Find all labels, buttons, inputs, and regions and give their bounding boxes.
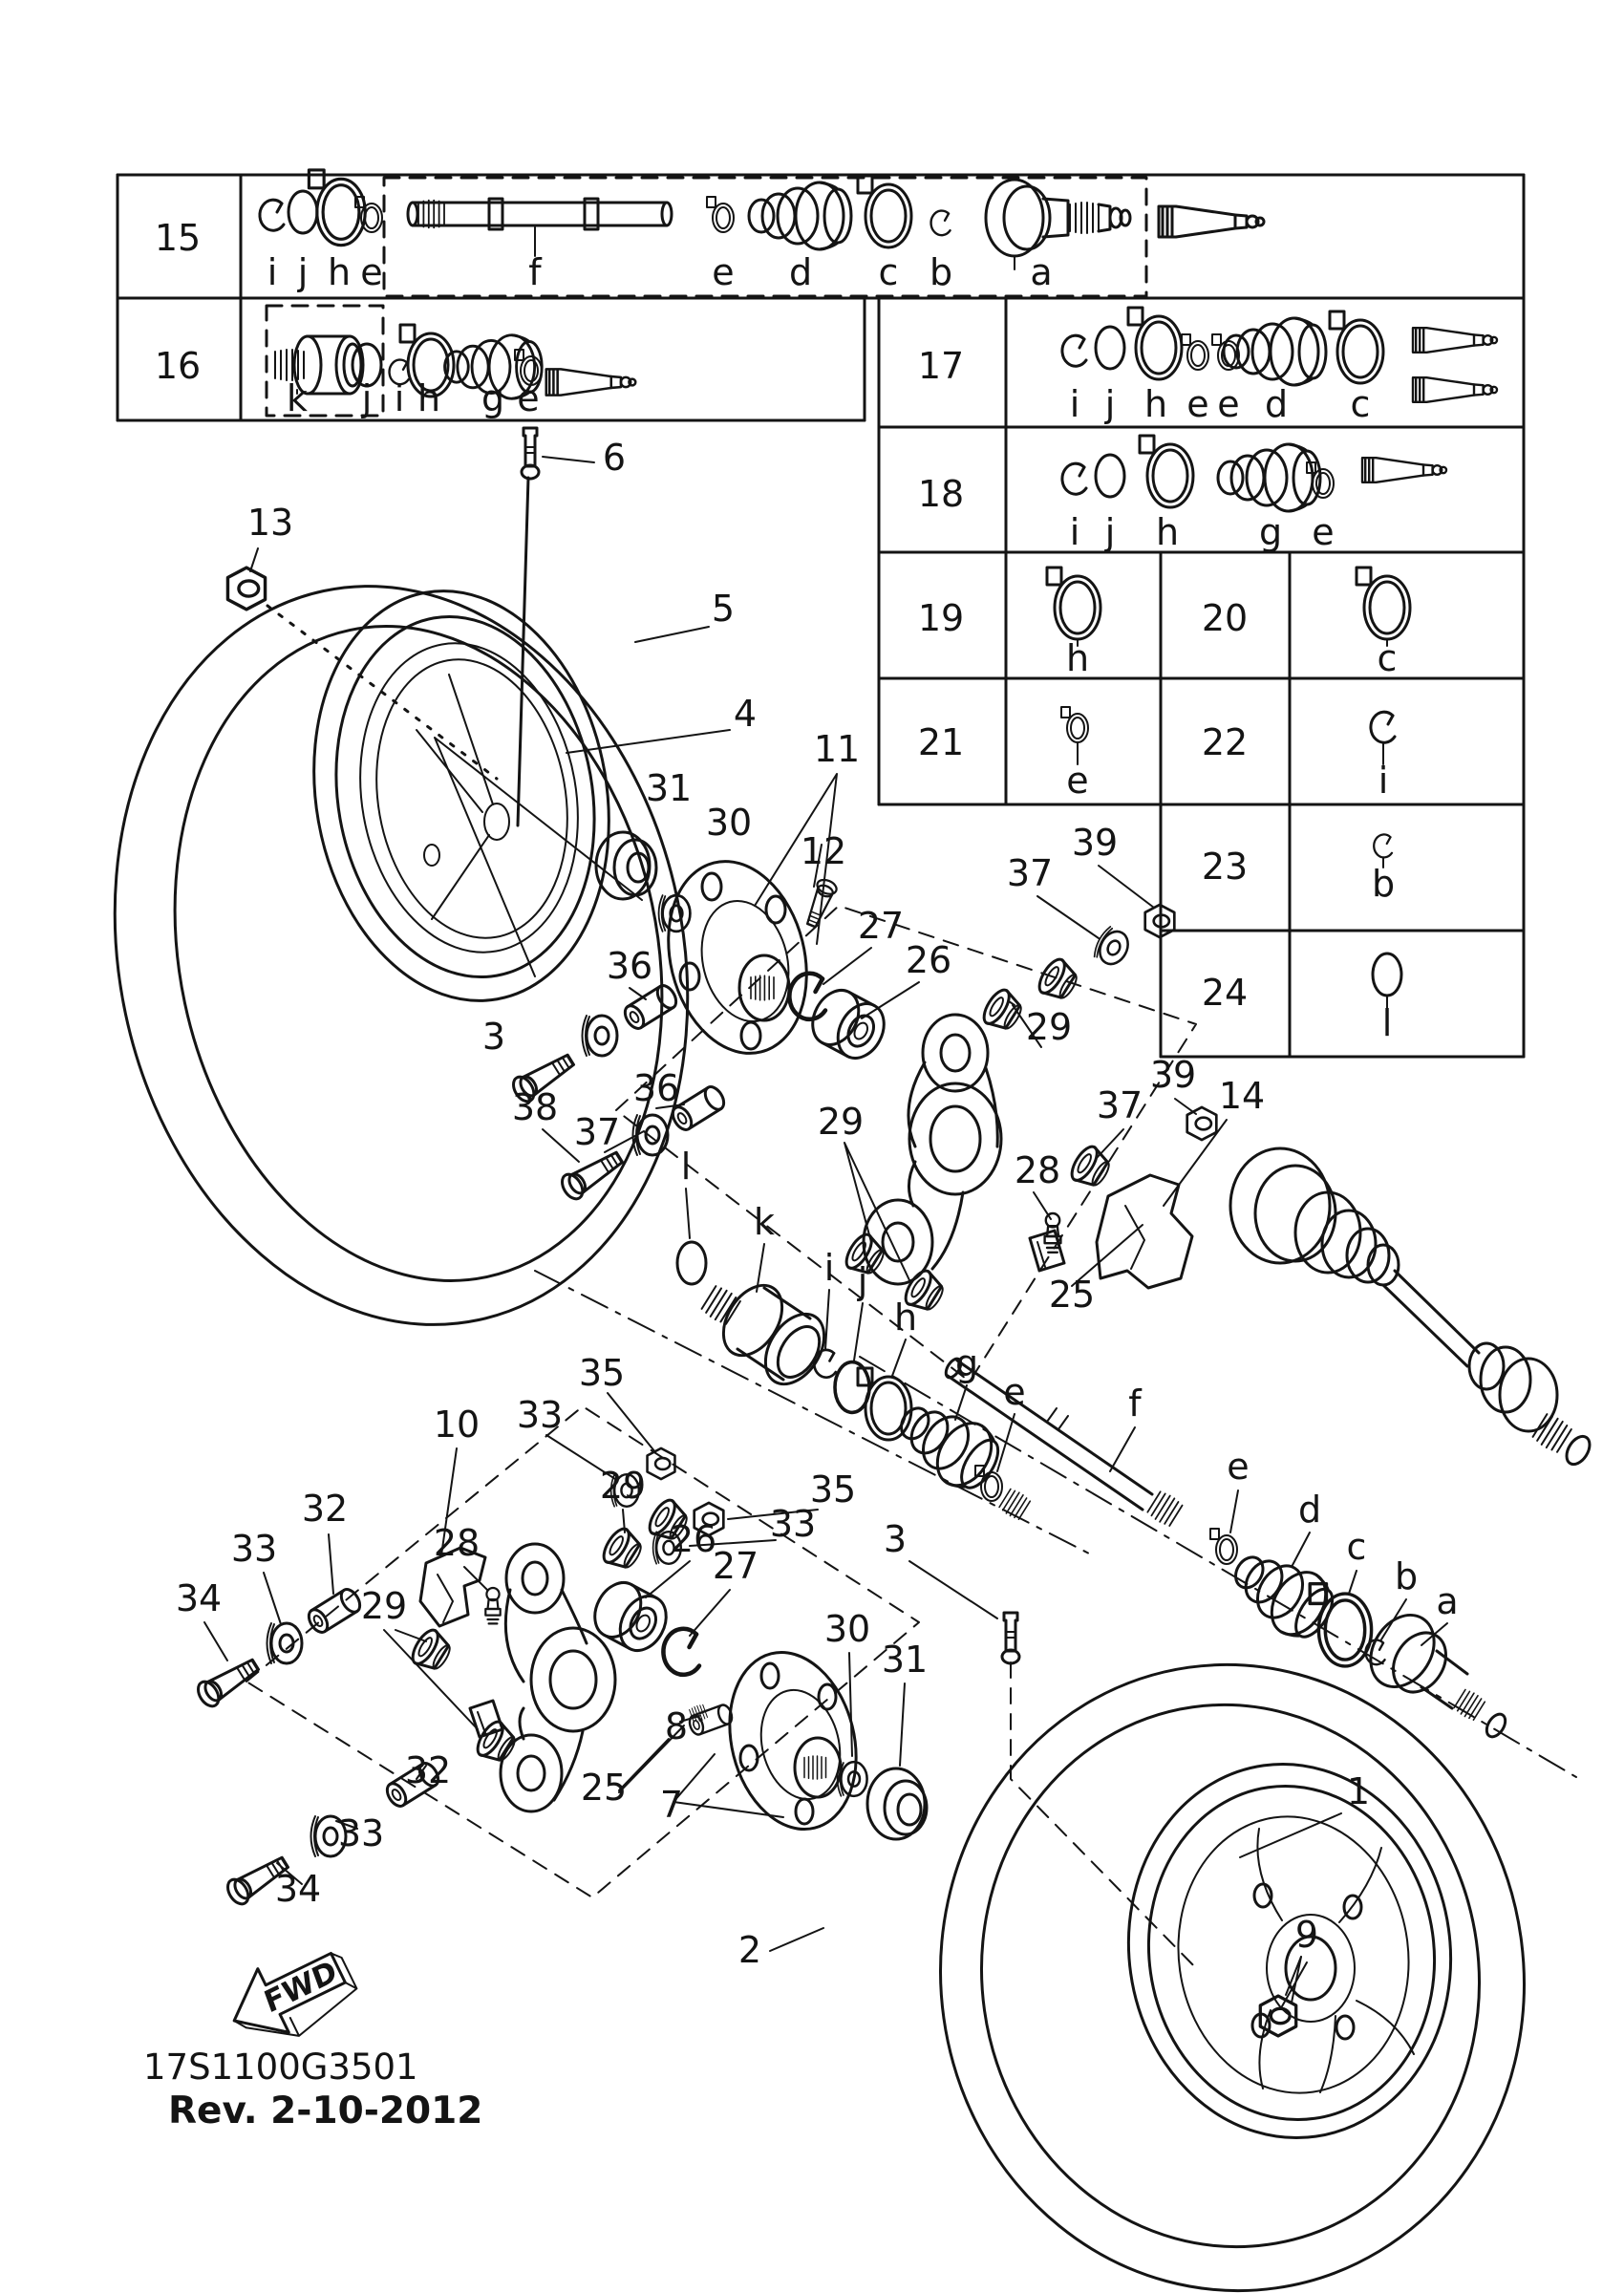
ring-icon: [1373, 954, 1401, 996]
boot-band-small-icon: [1212, 334, 1239, 370]
part-callout-label: 28: [433, 1522, 481, 1564]
part-callout-label: 6: [602, 437, 627, 479]
part-callout-label: i: [1069, 511, 1080, 553]
table-row-18-number: 18: [917, 473, 965, 515]
part-callout-label: 7: [659, 1784, 684, 1826]
part-callout-label: 9: [1294, 1914, 1319, 1956]
valve-stem-icon: [1002, 1613, 1019, 1663]
part-callout-label: 11: [813, 728, 861, 770]
part-callout-label: i: [267, 251, 278, 293]
part-callout-label: i: [823, 1247, 835, 1289]
flange-nut-icon: [648, 1448, 675, 1479]
row18-parts: [1062, 436, 1446, 511]
bushing-icon: [979, 986, 1027, 1036]
boot-band-icon: [858, 176, 911, 247]
part-callout-label: j: [857, 1260, 868, 1302]
ring-icon: [835, 1362, 869, 1413]
grease-tube-icon: [1413, 377, 1497, 402]
cv-joint-icon: [986, 180, 1130, 269]
grease-tube-icon: [1159, 206, 1264, 237]
snap-ring-icon: [1062, 335, 1086, 366]
row15-parts: [260, 170, 1264, 269]
part-callout-label: 27: [712, 1545, 759, 1587]
part-callout-label: g: [1258, 511, 1283, 553]
part-callout-label: c: [1350, 383, 1371, 425]
part-callout-label: 12: [800, 830, 847, 872]
part-callout-label: 35: [809, 1468, 857, 1511]
boot-band-small-icon: [707, 197, 734, 232]
ring-icon: [1096, 455, 1124, 497]
table-row-16-number: 16: [154, 345, 202, 387]
fwd-label: FWD: [260, 1954, 342, 2021]
boot-band-small-icon: [1061, 707, 1088, 742]
boot-band-icon: [1128, 308, 1182, 379]
lug-nut-icon: [227, 568, 265, 610]
part-callout-label: 29: [599, 1465, 647, 1507]
part-callout-label: d: [1297, 1489, 1322, 1531]
flange-nut-icon: [1187, 1107, 1217, 1140]
boot-band-icon: [1330, 311, 1383, 383]
flange-bolt-icon: [194, 1653, 263, 1709]
part-callout-label: b: [1394, 1555, 1419, 1597]
coupling-icon: [701, 1275, 837, 1394]
valve-stem-icon: [522, 428, 539, 479]
cv-joint-icon: [1357, 1603, 1508, 1740]
drawing-number: 17S1100G3501: [143, 2047, 418, 2088]
table-row-21-number: 21: [917, 721, 965, 763]
part-callout-label: 30: [705, 802, 753, 844]
part-callout-label: i: [1069, 383, 1080, 425]
grease-tube-icon: [1413, 328, 1497, 353]
part-callout-label: h: [893, 1297, 918, 1339]
part-callout-label: 36: [606, 945, 653, 987]
part-callout-label: 13: [246, 502, 294, 544]
part-callout-label: e: [1186, 383, 1209, 425]
part-callout-label: 33: [337, 1812, 385, 1854]
part-callout-label: c: [878, 251, 899, 293]
part-callout-label: 33: [516, 1394, 564, 1436]
part-callout-label: e: [517, 377, 540, 419]
circlip-icon: [931, 211, 951, 236]
boot-band-icon: [1357, 568, 1410, 639]
front-axle-assembly: [1097, 1120, 1594, 1468]
part-callout-label: 26: [670, 1518, 717, 1560]
cv-boot-icon: [749, 182, 851, 249]
washer-icon: [838, 1762, 867, 1796]
boot-band-icon: [1047, 568, 1100, 639]
part-callout-label: c: [1346, 1526, 1367, 1568]
part-callout-label: h: [417, 377, 441, 419]
part-callout-label: 31: [881, 1639, 929, 1681]
grease-fitting-icon: [485, 1588, 500, 1623]
part-callout-label: h: [327, 251, 352, 293]
bushing-icon: [408, 1626, 456, 1676]
table-row-22-number: 22: [1201, 721, 1249, 763]
part-callout-label: b: [929, 251, 953, 293]
part-callout-label: 3: [883, 1518, 908, 1560]
part-callout-label: 39: [1149, 1054, 1197, 1096]
axle-guard: [1097, 1175, 1192, 1288]
snap-ring-icon: [1371, 712, 1395, 742]
part-callout-label: 25: [1048, 1274, 1096, 1316]
ring-icon: [288, 191, 317, 233]
axle-shaft-icon: [408, 199, 672, 256]
part-callout-label: 33: [769, 1503, 817, 1545]
part-callout-label: d: [1264, 383, 1289, 425]
part-callout-label: 4: [733, 693, 758, 735]
grease-tube-icon: [546, 369, 636, 395]
part-callout-label: k: [753, 1201, 776, 1243]
part-callout-label: e: [1227, 1446, 1250, 1488]
table-row-20-number: 20: [1201, 597, 1249, 639]
pivot-bearing-icon: [803, 982, 893, 1066]
washer-icon: [267, 1623, 303, 1663]
part-callout-label: 36: [632, 1067, 680, 1109]
part-callout-label: h: [1155, 511, 1180, 553]
boot-band-icon: [1140, 436, 1193, 507]
part-callout-label: 32: [404, 1749, 452, 1791]
boot-band-icon: [1310, 1584, 1371, 1666]
part-callout-label: e: [712, 251, 735, 293]
fwd-arrow: [218, 1934, 364, 2059]
part-callout-label: 10: [433, 1404, 481, 1446]
bushing-icon: [473, 1718, 521, 1768]
part-callout-label: 31: [645, 767, 693, 809]
part-callout-label: e: [360, 251, 383, 293]
part-callout-label: 39: [1071, 822, 1119, 864]
part-callout-label: c: [1377, 637, 1398, 679]
bushing-icon: [599, 1525, 647, 1575]
part-callout-label: 5: [711, 588, 736, 630]
part-callout-label: b: [1371, 863, 1396, 905]
part-callout-label: f: [528, 251, 542, 293]
part-callout-label: 30: [823, 1608, 871, 1650]
ring-icon: [677, 1242, 706, 1284]
flange-bolt-icon: [558, 1146, 627, 1202]
wheel-stud-icon: [687, 1704, 734, 1737]
part-callout-label: 3: [481, 1016, 506, 1058]
snap-ring-icon: [663, 1629, 699, 1675]
part-callout-label: 29: [817, 1101, 865, 1143]
part-callout-label: 35: [578, 1352, 626, 1394]
part-callout-label: e: [1217, 383, 1240, 425]
part-callout-label: 25: [580, 1767, 628, 1809]
part-callout-label: l: [680, 1146, 692, 1188]
part-callout-label: j: [1104, 511, 1116, 553]
table-row-15-number: 15: [154, 217, 202, 259]
front-wheel: [48, 428, 754, 1379]
part-callout-label: 34: [175, 1577, 223, 1619]
part-callout-label: a: [1436, 1580, 1459, 1622]
boot-band-icon: [858, 1368, 911, 1440]
spacer-collar-icon: [621, 982, 679, 1032]
washer-icon: [1091, 925, 1133, 969]
part-callout-label: 34: [274, 1868, 322, 1910]
part-callout-label: 29: [360, 1585, 408, 1627]
part-callout-label: k: [286, 377, 309, 419]
part-callout-label: i: [1378, 760, 1389, 802]
table-row-19-number: 19: [917, 597, 965, 639]
table-row-17-number: 17: [917, 345, 965, 387]
part-callout-label: a: [1030, 251, 1053, 293]
cv-boot-icon: [1218, 444, 1320, 511]
part-callout-label: i: [394, 377, 405, 419]
front-hub-knuckle: [596, 774, 1216, 1382]
bushing-icon: [1067, 1143, 1115, 1192]
part-callout-label: h: [1065, 637, 1090, 679]
part-callout-label: 37: [1096, 1084, 1143, 1126]
table-row-24-number: 24: [1201, 972, 1249, 1014]
row16-parts: [275, 325, 635, 398]
part-callout-label: 27: [857, 905, 905, 947]
snap-ring-icon: [260, 200, 284, 230]
front-hub-icon: [649, 846, 825, 1068]
part-callout-label: 38: [511, 1086, 559, 1128]
bushing-icon: [1035, 955, 1082, 1005]
part-callout-label: 1: [1346, 1770, 1371, 1812]
part-callout-label: g: [481, 377, 505, 419]
part-callout-label: 29: [1025, 1006, 1073, 1048]
part-callout-label: h: [1143, 383, 1168, 425]
part-callout-label: 37: [573, 1111, 621, 1153]
part-callout-label: 33: [230, 1528, 278, 1570]
part-callout-label: 28: [1014, 1149, 1061, 1191]
hub-cap-icon: [867, 1768, 927, 1839]
part-callout-label: 2: [737, 1929, 762, 1971]
circlip-icon: [1374, 834, 1392, 857]
part-callout-label: d: [788, 251, 813, 293]
snap-ring-icon: [1062, 463, 1086, 494]
part-callout-label: 32: [301, 1488, 349, 1530]
rear-hub-cluster: [586, 1561, 927, 1843]
part-callout-label: j: [361, 377, 373, 419]
part-callout-label: 37: [1006, 852, 1054, 894]
front-hub-center: [484, 804, 509, 840]
part-callout-label: j: [1104, 383, 1116, 425]
part-callout-label: e: [1003, 1371, 1026, 1413]
part-callout-label: 14: [1218, 1075, 1266, 1117]
part-callout-label: e: [1066, 760, 1089, 802]
boot-band-small-icon: [1210, 1529, 1237, 1564]
washer-icon: [583, 1016, 618, 1056]
part-callout-label: g: [954, 1342, 979, 1384]
snap-ring-icon: [814, 1350, 836, 1378]
grease-tube-icon: [1362, 458, 1446, 482]
part-callout-label: 8: [664, 1705, 689, 1747]
part-callout-label: 26: [905, 939, 952, 981]
part-callout-label: f: [1128, 1382, 1142, 1425]
ring-icon: [1096, 327, 1124, 369]
part-callout-label: e: [1312, 511, 1335, 553]
boot-band-small-icon: [1182, 334, 1208, 370]
table-row-23-number: 23: [1201, 846, 1249, 888]
revision-date: Rev. 2-10-2012: [168, 2089, 483, 2132]
part-callout-label: j: [297, 251, 309, 293]
part-callout-label: l: [1381, 1002, 1393, 1044]
